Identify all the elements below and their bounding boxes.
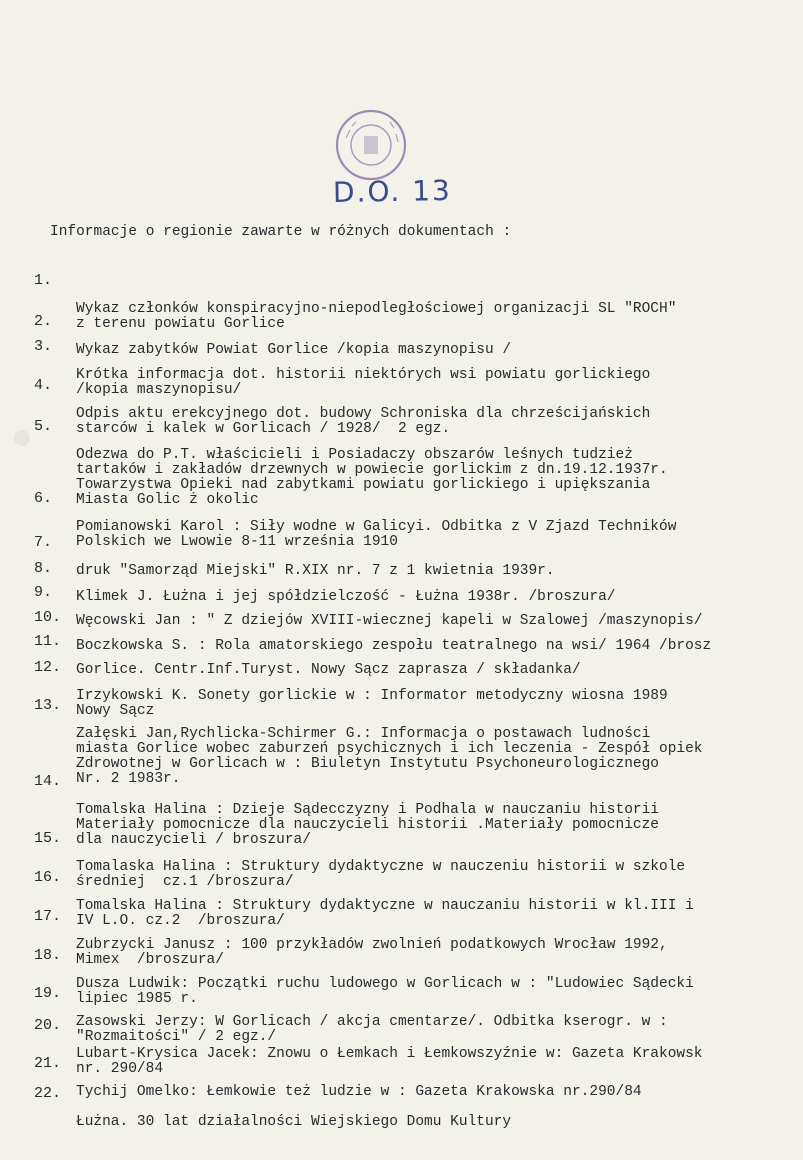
item-text: Dusza Ludwik: Początki ruchu ludowego w Gorlicach w : "Ludowiec Sądecki lipiec 1985 r.: [76, 976, 694, 1007]
item-number: 3.: [34, 338, 53, 355]
item-number: 2.: [34, 313, 53, 330]
item-text: Odezwa do P.T. właścicieli i Posiadaczy obszarów leśnych tudzież tartaków i zakładów drzewnych w powiecie gorlickim z dn.19.12.1937r. Towarzystwa Opieki nad zabytkami powiatu gorlickiego i upiększania Miasta Golic ż okolic: [76, 447, 668, 508]
item-text: druk "Samorząd Miejski" R.XIX nr. 7 z 1 kwietnia 1939r.: [76, 563, 555, 579]
document-heading: Informacje o regionie zawarte w różnych dokumentach :: [50, 224, 512, 240]
item-text: Tomalaska Halina : Struktury dydaktyczne w nauczeniu historii w szkole średniej cz.1 /broszura/: [76, 859, 686, 890]
item-text: Irzykowski K. Sonety gorlickie w : Informator metodyczny wiosna 1989 Nowy Sącz: [76, 688, 668, 719]
item-number: 10.: [34, 609, 62, 626]
item-text: Załęski Jan,Rychlicka-Schirmer G.: Informacja o postawach ludności miasta Gorlice wobec zaburzeń psychicznych i ich leczenia - Zespół opiek Zdrowotnej w Gorlicach w : Biuletyn Instytutu Psychoneurologicznego Nr. 2 1983r.: [76, 726, 703, 787]
item-number: 16.: [34, 869, 62, 886]
item-number: 15.: [34, 830, 62, 847]
item-text: Krótka informacja dot. historii niektórych wsi powiatu gorlickiego /kopia maszynopisu/: [76, 367, 651, 398]
item-text: Klimek J. Łużna i jej spółdzielczość - Łużna 1938r. /broszura/: [76, 589, 616, 605]
item-text: Tychij Omelko: Łemkowie też ludzie w : Gazeta Krakowska nr.290/84: [76, 1084, 642, 1100]
item-number: 13.: [34, 697, 62, 714]
item-text: Wykaz zabytków Powiat Gorlice /kopia maszynopisu /: [76, 342, 512, 358]
item-number: 21.: [34, 1055, 62, 1072]
item-number: 11.: [34, 633, 62, 650]
item-text: Gorlice. Centr.Inf.Turyst. Nowy Sącz zaprasza / składanka/: [76, 662, 581, 678]
item-number: 5.: [34, 418, 53, 435]
item-number: 12.: [34, 659, 62, 676]
item-number: 6.: [34, 490, 53, 507]
item-text: Boczkowska S. : Rola amatorskiego zespołu teatralnego na wsi/ 1964 /brosz: [76, 638, 712, 654]
item-number: 17.: [34, 908, 62, 925]
item-text: Wykaz członków konspiracyjno-niepodległościowej organizacji SL "ROCH" z terenu powiatu Gorlice: [76, 301, 677, 332]
item-text: Odpis aktu erekcyjnego dot. budowy Schroniska dla chrześcijańskich starców i kalek w Gorlicach / 1928/ 2 egz.: [76, 406, 651, 437]
item-number: 22.: [34, 1085, 62, 1102]
item-number: 18.: [34, 947, 62, 964]
item-text: Łużna. 30 lat działalności Wiejskiego Domu Kultury: [76, 1114, 512, 1130]
item-text: Pomianowski Karol : Siły wodne w Galicyi. Odbitka z V Zjazd Techników Polskich we Lwowie 8-11 września 1910: [76, 519, 677, 550]
item-text: Lubart-Krysica Jacek: Znowu o Łemkach i Łemkowszyźnie w: Gazeta Krakowsk nr. 290/84: [76, 1046, 703, 1077]
item-number: 1.: [34, 272, 53, 289]
item-number: 20.: [34, 1017, 62, 1034]
item-text: Zubrzycki Janusz : 100 przykładów zwolnień podatkowych Wrocław 1992, Mimex /broszura/: [76, 937, 668, 968]
item-text: Węcowski Jan : " Z dziejów XVIII-wiecznej kapeli w Szalowej /maszynopis/: [76, 613, 703, 629]
item-number: 14.: [34, 773, 62, 790]
item-text: Zasowski Jerzy: W Gorlicach / akcja cmentarze/. Odbitka kserogr. w : "Rozmaitości" / 2 egz./: [76, 1014, 668, 1045]
item-number: 4.: [34, 377, 53, 394]
item-text: Tomalska Halina : Dzieje Sądecczyzny i Podhala w nauczaniu historii Materiały pomocnicze dla nauczycieli historii .Materiały pomocnicze dla nauczycieli / broszura/: [76, 802, 659, 848]
item-number: 19.: [34, 985, 62, 1002]
item-text: Tomalska Halina : Struktury dydaktyczne w nauczaniu historii w kl.III i IV L.O. cz.2 /broszura/: [76, 898, 694, 929]
item-number: 9.: [34, 584, 53, 601]
document-code-handwritten: D.O. 13: [332, 173, 453, 210]
item-number: 7.: [34, 534, 53, 551]
item-number: 8.: [34, 560, 53, 577]
